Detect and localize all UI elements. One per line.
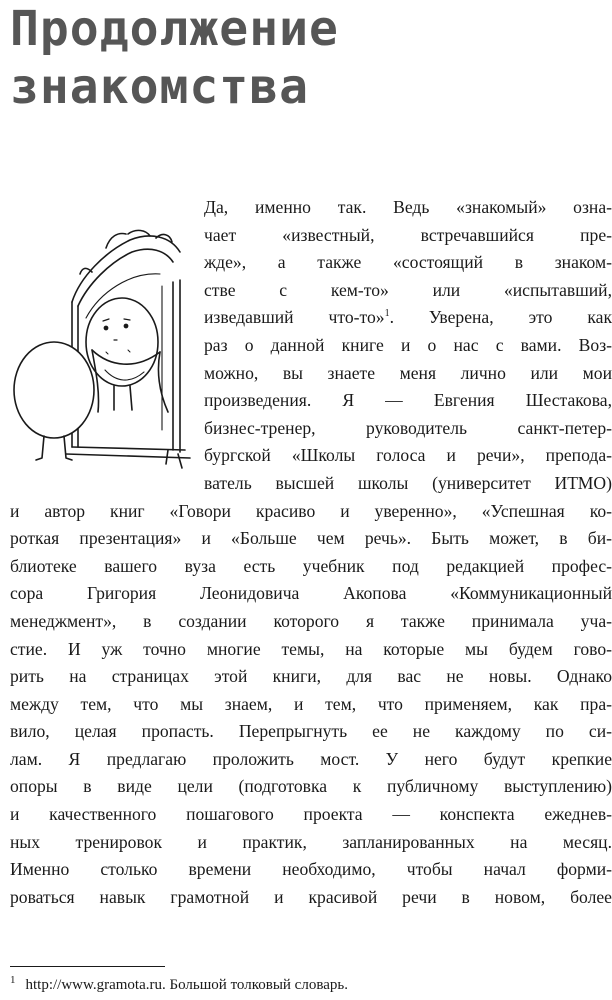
body-line: ных тренировок и практик, запланированных на месяц. [10, 831, 612, 852]
footnote-divider [10, 966, 165, 967]
body-line: жде», а также «состоящий в знаком- [204, 252, 612, 273]
body-paragraph [10, 194, 612, 911]
body-line-end: . Уверена, это как [389, 307, 612, 328]
chapter-title [10, 0, 339, 116]
body-line: между тем, что мы знаем, и тем, что применяем, как пра- [10, 693, 612, 714]
body-line: и качественного пошагового проекта — конспекта ежеднев- [10, 804, 612, 825]
body-line: бургской «Школы голоса и речи», препода- [204, 445, 612, 466]
body-line: вило, целая пропасть. Перепрыгнуть ее не каждому по си- [10, 721, 612, 742]
body-line: стие. И уж точно многие темы, на которые мы будем гово- [10, 638, 612, 659]
body-line: менеджмент», в создании которого я также принимала уча- [10, 610, 612, 631]
body-line: чает «известный, встречавшийся пре- [204, 224, 612, 245]
footnote [10, 976, 348, 994]
body-line-with-footnote [204, 304, 612, 332]
body-line: Да, именно так. Ведь «знакомый» озна- [204, 197, 612, 217]
body-line: блиотеке вашего вуза есть учебник под редакцией профес- [10, 555, 612, 576]
body-line: стве с кем-то» или «испытавший, [204, 279, 612, 300]
body-line-start: изведавший что-то» [204, 307, 385, 328]
footnote-reference: 1 [384, 308, 390, 320]
body-line: произведения. Я — Евгения Шестакова, [204, 390, 612, 411]
body-line: бизнес-тренер, руководитель санкт-петер- [204, 417, 612, 438]
chapter-title-line-1: Продолжение [10, 1, 339, 57]
body-line: сора Григория Леонидовича Акопова «Коммуникационный [10, 583, 612, 604]
body-line: роткая презентация» и «Больше чем речь». Быть может, в би- [10, 528, 612, 549]
body-line: опоры в виде цели (подготовка к публичному выступлению) [10, 776, 612, 797]
body-line: лам. Я предлагаю проложить мост. У него будут крепкие [10, 748, 612, 769]
footnote-text: http://www.gramota.ru. Большой толковый словарь. [25, 977, 348, 993]
body-line: раз о данной книге и о нас с вами. Воз- [204, 334, 612, 355]
body-line: роваться навык грамотной и красивой речи в новом, более [10, 886, 612, 907]
body-line: и автор книг «Говори красиво и уверенно», «Успешная ко- [10, 500, 612, 521]
body-line: Именно столько времени необходимо, чтобы начал форми- [10, 859, 612, 880]
chapter-title-line-2: знакомства [10, 59, 309, 115]
body-line: ватель высшей школы (университет ИТМО) [204, 472, 612, 493]
body-line: рить на страницах этой книги, для вас не новы. Однако [10, 666, 612, 687]
body-line: можно, вы знаете меня лично или мои [204, 362, 612, 383]
footnote-number: 1 [10, 974, 16, 986]
